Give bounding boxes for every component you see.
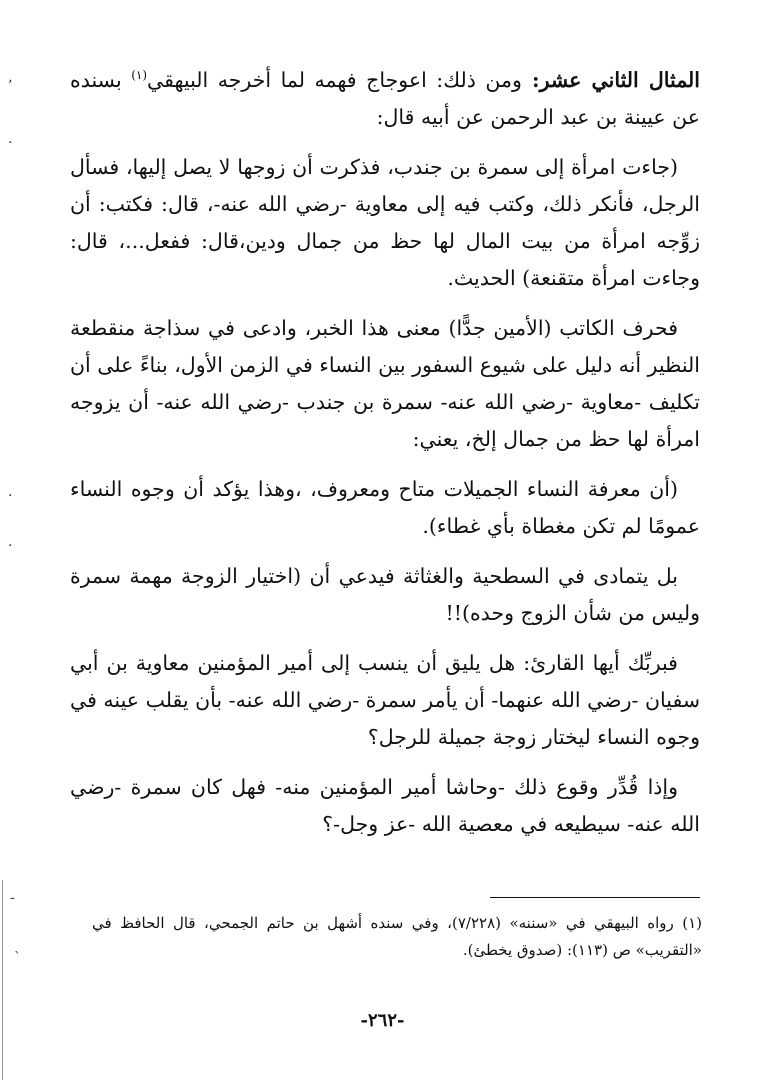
- paragraph-5: بل يتمادى في السطحية والغثاثة فيدعي أن (اختيار الزوجة مهمة سمرة وليس من شأن الزوج وحده)!!: [70, 564, 700, 625]
- margin-mark: ·: [8, 135, 13, 151]
- paragraph-1-text: ومن ذلك: اعوجاج فهمه لما أخرجه البيهقي: [147, 68, 522, 92]
- page-body: [70, 62, 700, 856]
- example-heading: المثال الثاني عشر:: [521, 68, 700, 92]
- paragraph-6: فبربِّك أيها القارئ: هل يليق أن ينسب إلى أمير المؤمنين معاوية بن أبي سفيان -رضي الله عنهما- أن يأمر سمرة -رضي الله عنه- بأن يقلب عينه في وجوه النساء ليختار زوجة جميلة للرجل؟: [70, 651, 700, 749]
- paragraph-2-quote: (جاءت امرأة إلى سمرة بن جندب، فذكرت أن زوجها لا يصل إليها، فسأل الرجل، فأنكر ذلك، وكتب فيه إلى معاوية -رضي الله عنه-، قال: فكتب: أن زوِّجه امرأة من بيت المال لها حظ من جمال ودين،قال: ففعل...، قال: وجاءت امرأة متقنعة) الحديث.: [70, 155, 700, 290]
- paragraph-1: [70, 62, 700, 136]
- margin-mark: -: [10, 890, 15, 906]
- scan-edge-line: [2, 880, 3, 1080]
- paragraph-7: وإذا قُدِّر وقوع ذلك -وحاشا أمير المؤمنين منه- فهل كان سمرة -رضي الله عنه- سيطيعه في معصية الله -عز وجل-؟: [70, 775, 700, 836]
- margin-mark: ٬: [8, 78, 13, 94]
- paragraph-4-quote: (أن معرفة النساء الجميلات متاح ومعروف، ،وهذا يؤكد أن وجوه النساء عمومًا لم تكن مغطاة بأي غطاء).: [70, 477, 700, 538]
- margin-mark: ·: [8, 538, 13, 554]
- footnote-reference: (١): [131, 68, 148, 83]
- margin-mark: ·: [8, 488, 13, 504]
- page-number: -٢٦٢-: [360, 1010, 405, 1031]
- paragraph-3: فحرف الكاتب (الأمين جدًّا) معنى هذا الخبر، وادعى في سذاجة منقطعة النظير أنه دليل على شيوع السفور بين النساء في الزمن الأول، بناءً على أن تكليف -معاوية -رضي الله عنه- سمرة بن جندب -رضي الله عنه- أن يزوجه امرأة لها حظ من جمال إلخ، يعني:: [70, 316, 700, 451]
- footnote: (١) رواه البيهقي في «سننه» (٧/٢٢٨)، وفي سنده أشهل بن حاتم الجمحي، قال الحافظ في «التقريب» ص (١١٣): (صدوق يخطئ).: [92, 914, 702, 959]
- margin-mark: `: [14, 950, 21, 966]
- paragraph-1-text-continued: بسنده عن عيينة بن عبد الرحمن عن أبيه قال:: [70, 68, 700, 129]
- footnote-divider: [490, 897, 700, 898]
